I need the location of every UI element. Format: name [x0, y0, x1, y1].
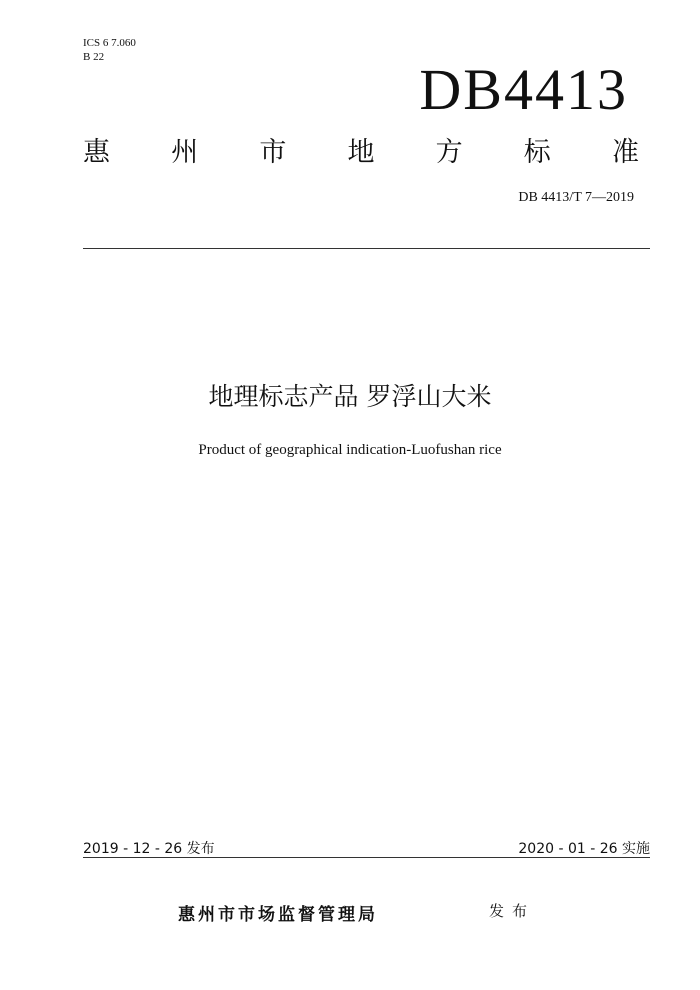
standard-type-char: 州 [171, 137, 199, 168]
footer-divider [83, 857, 650, 858]
standard-type-title [83, 136, 639, 170]
header-divider [83, 248, 650, 249]
publish-label: 发布 [489, 902, 536, 920]
ics-code: ICS 6 7.060 [83, 37, 136, 49]
standard-type-char: 地 [347, 137, 375, 168]
ccs-code: B 22 [83, 51, 105, 63]
standard-type-char: 准 [611, 137, 639, 168]
classification-codes [83, 36, 136, 64]
standard-code-large: DB4413 [419, 57, 628, 122]
standard-type-char: 标 [523, 137, 551, 168]
document-title-chinese: 地理标志产品 罗浮山大米 [208, 382, 492, 411]
standard-type-char: 惠 [83, 137, 110, 168]
standard-type-char: 市 [259, 137, 287, 168]
publisher-name: 惠州市市场监督管理局 [178, 905, 378, 925]
standard-number: DB 4413/T 7—2019 [518, 190, 634, 205]
document-title-english: Product of geographical indication-Luofushan rice [198, 442, 502, 458]
issue-date: 2019 - 12 - 26 发布 [83, 841, 215, 857]
implementation-date: 2020 - 01 - 26 实施 [518, 841, 650, 857]
standard-type-char: 方 [435, 137, 463, 168]
